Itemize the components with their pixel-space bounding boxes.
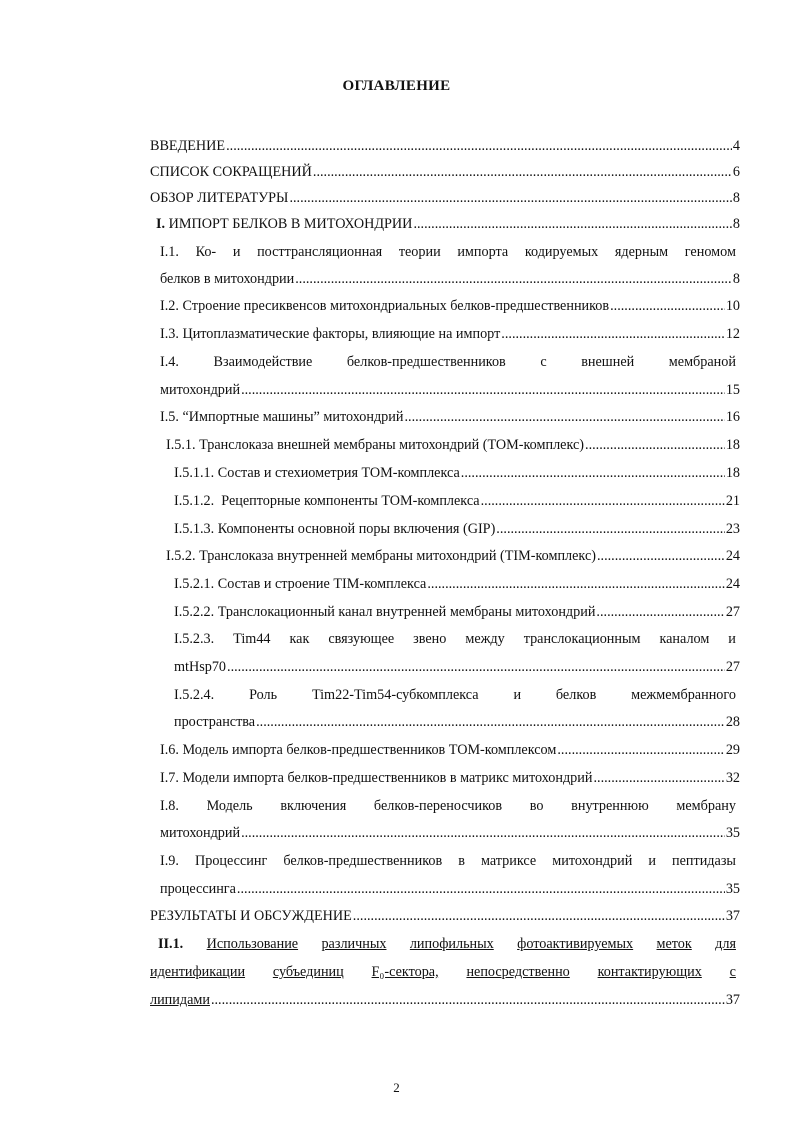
toc-entry[interactable]: I.5.1. Транслоказа внешней мембраны митохондрий (TOM-комплекс) ..... 18: [166, 435, 740, 455]
toc-entry[interactable]: ВВЕДЕНИЕ ..... 4: [150, 136, 740, 156]
page-number: 2: [393, 1080, 400, 1095]
toc-entry[interactable]: митохондрий ..... 15: [160, 380, 740, 400]
toc-entry[interactable]: I.5. “Импортные машины” митохондрий ..... 16: [160, 407, 740, 427]
toc-entry[interactable]: I.5.1.1. Состав и стехиометрия TOM-комплекса ..... 18: [174, 463, 740, 483]
toc-entry[interactable]: I.5.1.3. Компоненты основной поры включения (GIP) ..... 23: [174, 519, 740, 539]
toc-entry[interactable]: I. ИМПОРТ БЕЛКОВ В МИТОХОНДРИИ ..... 8: [156, 214, 740, 234]
toc-entry[interactable]: пространства ..... 28: [174, 712, 740, 732]
toc-entry[interactable]: I.6. Модель импорта белков-предшественников TOM-комплексом ..... 29: [160, 740, 740, 760]
toc-entry-line1[interactable]: II.1. Использование различных липофильных фотоактивируемых меток для: [158, 936, 736, 952]
toc-entry[interactable]: СПИСОК СОКРАЩЕНИЙ ..... 6: [150, 162, 740, 182]
page-title: ОГЛАВЛЕНИЕ: [342, 78, 451, 94]
toc-entry-line1[interactable]: I.5.2.4. Роль Tim22-Tim54-субкомплекса и белков межмембранного: [174, 687, 736, 703]
toc-entry[interactable]: I.3. Цитоплазматические факторы, влияющие на импорт ..... 12: [160, 324, 740, 344]
toc-entry[interactable]: липидами ..... 37: [150, 990, 740, 1010]
toc-entry[interactable]: I.7. Модели импорта белков-предшественников в матрикс митохондрий ..... 32: [160, 768, 740, 788]
toc-entry-line2[interactable]: идентификации субъединиц F₀-сектора, непосредственно контактирующих с: [150, 964, 736, 980]
toc-entry[interactable]: I.2. Строение пресиквенсов митохондриальных белков-предшественников ..... 10: [160, 296, 740, 316]
toc-entry[interactable]: РЕЗУЛЬТАТЫ И ОБСУЖДЕНИЕ ..... 37: [150, 906, 740, 926]
toc-entry[interactable]: mtHsp70 ..... 27: [174, 657, 740, 677]
toc-entry-line1[interactable]: I.1. Ко- и посттрансляционная теории импорта кодируемых ядерным геномом: [160, 244, 736, 260]
toc-entry-line1[interactable]: I.9. Процессинг белков-предшественников в матриксе митохондрий и пептидазы: [160, 853, 736, 869]
toc-entry[interactable]: митохондрий ..... 35: [160, 823, 740, 843]
toc-entry[interactable]: I.5.2. Транслоказа внутренней мембраны митохондрий (TIM-комплекс) ..... 24: [166, 546, 740, 566]
toc-entry[interactable]: I.5.2.1. Состав и строение TIM-комплекса ..... 24: [174, 574, 740, 594]
toc-entry-line1[interactable]: I.4. Взаимодействие белков-предшественников с внешней мембраной: [160, 354, 736, 370]
toc-entry[interactable]: I.5.2.2. Транслокационный канал внутренней мембраны митохондрий ..... 27: [174, 602, 740, 622]
toc-entry[interactable]: ОБЗОР ЛИТЕРАТУРЫ ..... 8: [150, 188, 740, 208]
toc-entry[interactable]: белков в митохондрии ..... 8: [160, 269, 740, 289]
toc-entry-line1[interactable]: I.5.2.3. Tim44 как связующее звено между транслокационным каналом и: [174, 631, 736, 647]
toc-entry-line1[interactable]: I.8. Модель включения белков-переносчиков во внутреннюю мембрану: [160, 798, 736, 814]
toc-entry[interactable]: процессинга ..... 35: [160, 879, 740, 899]
toc-entry[interactable]: I.5.1.2. Рецепторные компоненты TOM-комплекса ..... 21: [174, 491, 740, 511]
